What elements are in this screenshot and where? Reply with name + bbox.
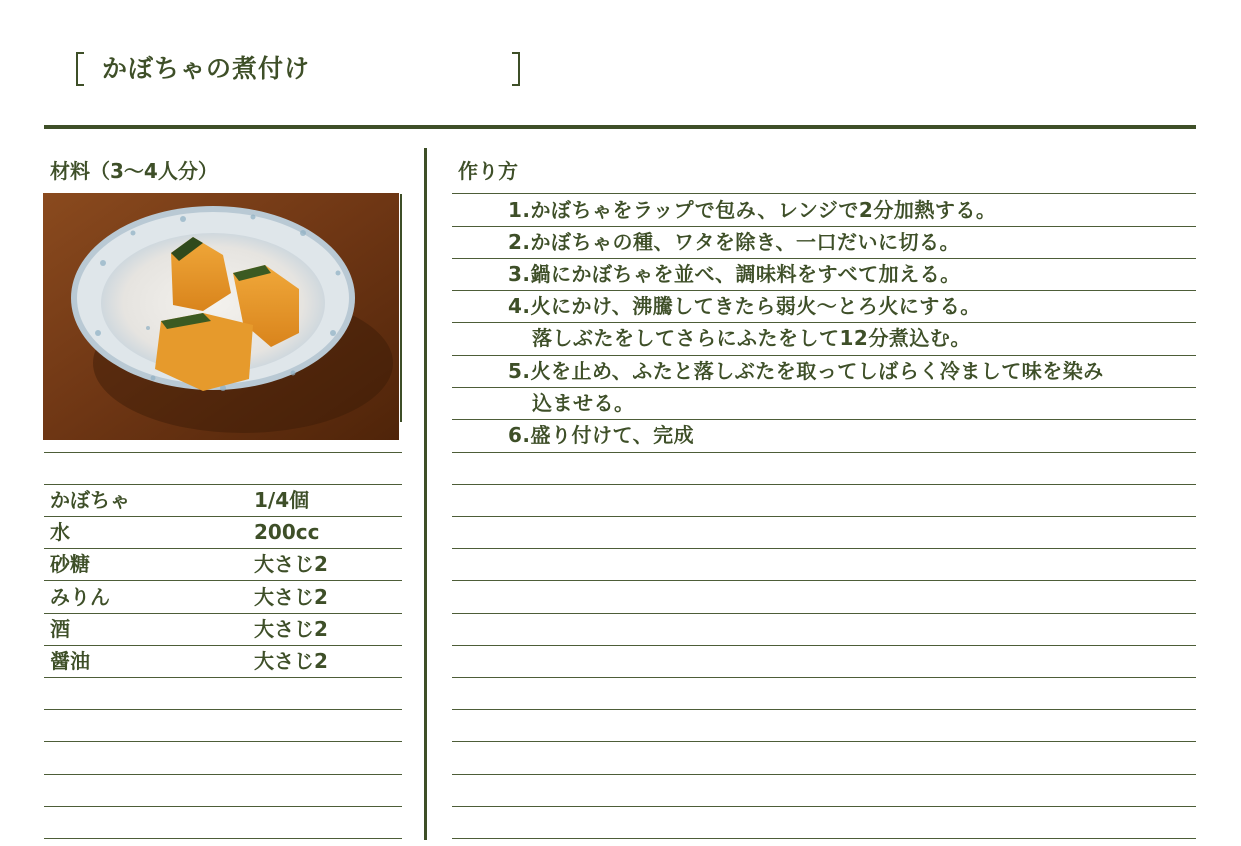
dish-photo	[43, 193, 399, 440]
method-rule	[452, 613, 1196, 614]
ingredients-rule	[44, 741, 402, 742]
ingredients-rule	[44, 452, 402, 453]
method-rule	[452, 677, 1196, 678]
ingredients-rule	[44, 709, 402, 710]
ingredients-rule	[44, 677, 402, 678]
recipe-title: かぼちゃの煮付け	[102, 54, 311, 83]
method-step: 1.かぼちゃをラップで包み、レンジで2分加熱する。	[508, 198, 997, 222]
method-step-continuation: 落しぶたをしてさらにふたをして12分煮込む。	[532, 326, 971, 350]
ingredient-name: 醤油	[50, 649, 90, 673]
method-rule	[452, 548, 1196, 549]
ingredients-rule	[44, 645, 402, 646]
title-bracket-right	[512, 52, 520, 86]
method-step: 3.鍋にかぼちゃを並べ、調味料をすべて加える。	[508, 262, 961, 286]
method-rule	[452, 452, 1196, 453]
method-rule	[452, 516, 1196, 517]
method-rule	[452, 774, 1196, 775]
ingredient-name: 水	[50, 520, 70, 544]
title-bracket-left	[76, 52, 84, 86]
method-rule	[452, 709, 1196, 710]
method-rule	[452, 838, 1196, 839]
ingredients-heading: 材料（3〜4人分）	[50, 159, 218, 183]
ingredient-quantity: 大さじ2	[254, 552, 328, 576]
method-rule	[452, 484, 1196, 485]
ingredient-name: 酒	[50, 617, 70, 641]
method-rule	[452, 741, 1196, 742]
ingredients-rule	[44, 774, 402, 775]
method-step: 2.かぼちゃの種、ワタを除き、一口だいに切る。	[508, 230, 961, 254]
method-rule	[452, 806, 1196, 807]
ingredients-rule	[44, 613, 402, 614]
title-divider	[44, 125, 1196, 129]
ingredient-name: みりん	[50, 585, 110, 609]
method-step: 6.盛り付けて、完成	[508, 423, 695, 447]
ingredient-quantity: 200cc	[254, 520, 320, 544]
method-step: 4.火にかけ、沸騰してきたら弱火〜とろ火にする。	[508, 294, 981, 318]
ingredients-rule	[44, 548, 402, 549]
method-heading: 作り方	[458, 159, 518, 183]
ingredient-quantity: 大さじ2	[254, 617, 328, 641]
ingredient-quantity: 大さじ2	[254, 585, 328, 609]
ingredient-quantity: 大さじ2	[254, 649, 328, 673]
ingredient-name: かぼちゃ	[50, 488, 130, 512]
method-rule	[452, 645, 1196, 646]
method-step: 5.火を止め、ふたと落しぶたを取ってしばらく冷まして味を染み	[508, 359, 1104, 383]
ingredient-name: 砂糖	[50, 552, 90, 576]
photo-frame-edge	[400, 194, 402, 422]
ingredient-quantity: 1/4個	[254, 488, 310, 512]
method-step-continuation: 込ませる。	[532, 391, 635, 415]
ingredients-rule	[44, 806, 402, 807]
method-rule	[452, 580, 1196, 581]
column-divider	[424, 148, 427, 840]
ingredients-rule	[44, 516, 402, 517]
ingredients-rule	[44, 838, 402, 839]
